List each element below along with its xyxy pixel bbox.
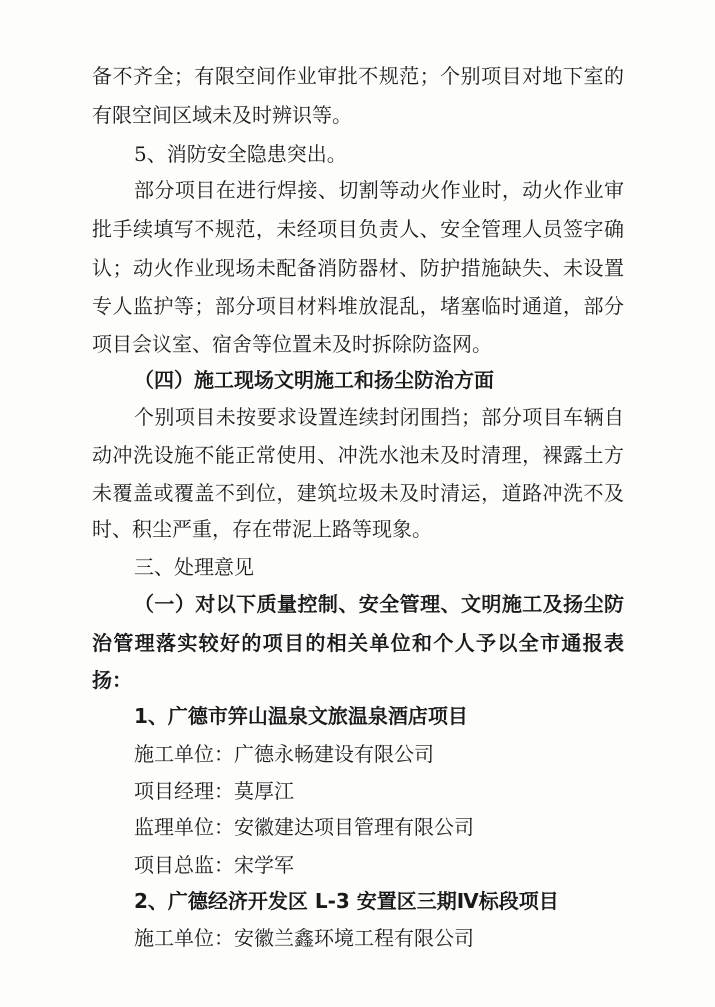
project-detail: 施工单位：安徽兰鑫环境工程有限公司 xyxy=(134,926,474,950)
text-line: 批手续填写不规范，未经项目负责人、安全管理人员签字确 xyxy=(92,217,624,241)
text-line: 部分项目在进行焊接、切割等动火作业时，动火作业审 xyxy=(134,178,624,202)
section-item-heading: 5、消防安全隐患突出。 xyxy=(134,142,347,166)
text-line: 专人监护等；部分项目材料堆放混乱，堵塞临时通道，部分 xyxy=(92,294,624,318)
subsection-heading: 治管理落实较好的项目的相关单位和个人予以全市通报表 xyxy=(92,631,624,655)
text-line: 认；动火作业现场未配备消防器材、防护措施缺失、未设置 xyxy=(92,256,624,280)
text-line: 个别项目未按要求设置连续封闭围挡；部分项目车辆自 xyxy=(134,405,624,429)
subsection-heading: （四）施工现场文明施工和扬尘防治方面 xyxy=(134,368,494,392)
project-detail: 项目总监：宋学军 xyxy=(134,853,294,877)
project-title: 1、广德市笄山温泉文旅温泉酒店项目 xyxy=(134,704,468,728)
text-line: 备不齐全；有限空间作业审批不规范；个别项目对地下室的 xyxy=(92,64,624,88)
project-detail: 施工单位：广德永畅建设有限公司 xyxy=(134,742,434,766)
text-line: 动冲洗设施不能正常使用、冲洗水池未及时清理，裸露土方 xyxy=(92,443,624,467)
section-heading: 三、处理意见 xyxy=(134,555,254,579)
project-detail: 监理单位：安徽建达项目管理有限公司 xyxy=(134,815,474,839)
project-detail: 项目经理：莫厚江 xyxy=(134,779,294,803)
text-line: 时、积尘严重，存在带泥上路等现象。 xyxy=(92,517,432,541)
text-line: 有限空间区域未及时辨识等。 xyxy=(92,103,352,127)
text-line: 项目会议室、宿舍等位置未及时拆除防盗网。 xyxy=(92,332,492,356)
project-title: 2、广德经济开发区 L-3 安置区三期Ⅳ标段项目 xyxy=(134,889,559,913)
subsection-heading: 扬： xyxy=(92,668,132,692)
text-line: 未覆盖或覆盖不到位，建筑垃圾未及时清运，道路冲洗不及 xyxy=(92,481,624,505)
subsection-heading: （一）对以下质量控制、安全管理、文明施工及扬尘防 xyxy=(134,592,624,616)
